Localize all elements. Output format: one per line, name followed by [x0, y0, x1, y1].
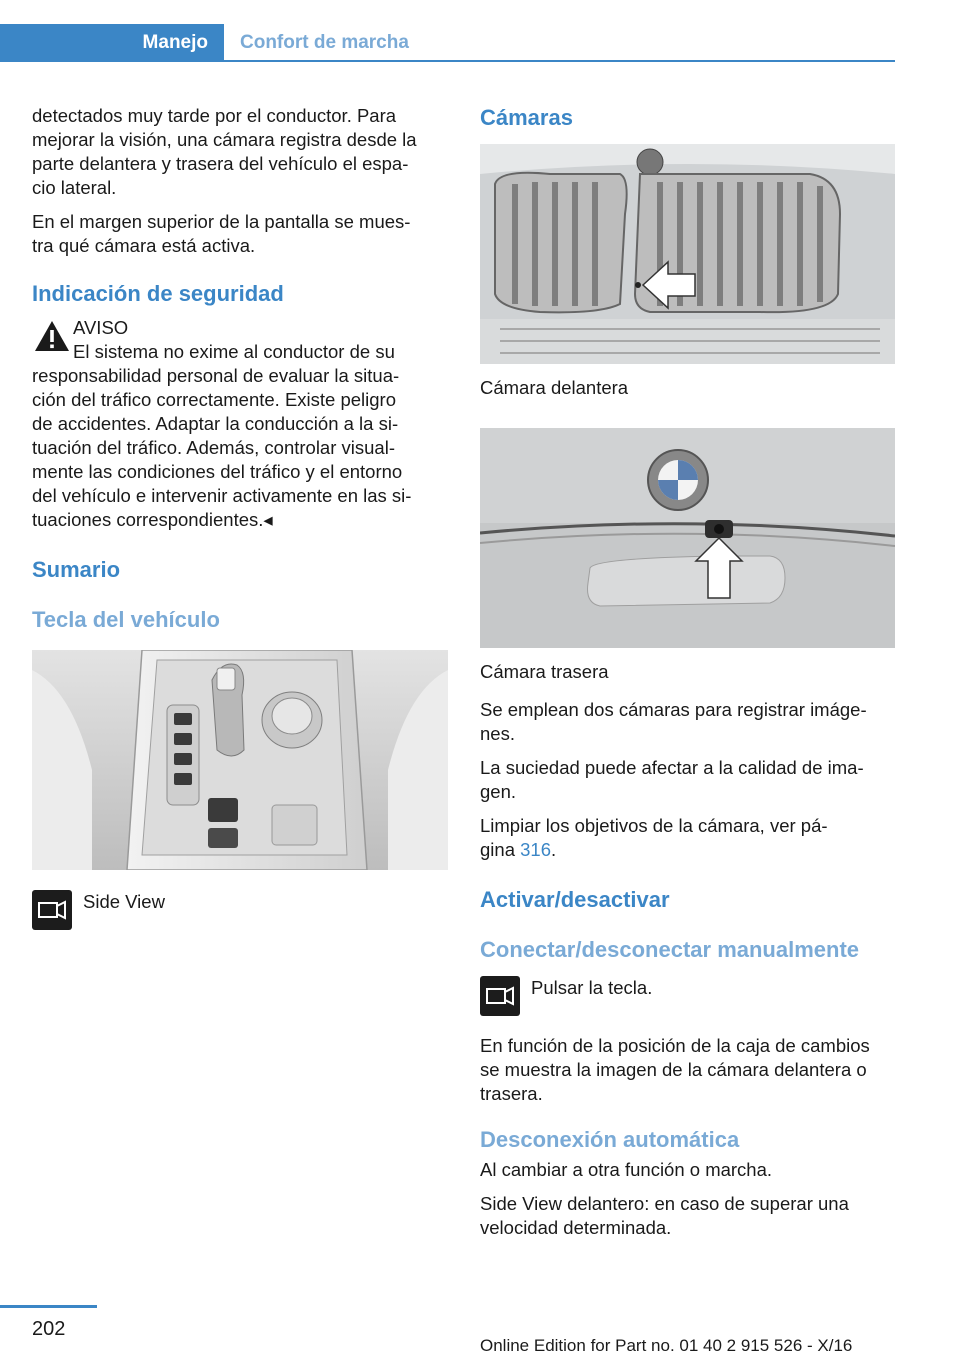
paragraph-two-cameras: Se emplean dos cámaras para registrar imáge- nes.: [480, 699, 867, 744]
vehicle-key-heading: Tecla del vehículo: [32, 607, 220, 632]
side-view-label: Side View: [83, 891, 165, 912]
front-grille-illustration: [480, 144, 895, 364]
warning-triangle-icon: [32, 318, 72, 354]
edition-footer: Online Edition for Part no. 01 40 2 915 526 - X/16: [480, 1336, 853, 1355]
paragraph-auto-off-2: Side View delantero: en caso de superar una velocidad determinada.: [480, 1193, 849, 1238]
paragraph-auto-off-1: Al cambiar a otra función o marcha.: [480, 1159, 773, 1180]
front-camera-image: [480, 144, 895, 364]
press-key-row: [480, 976, 895, 1020]
left-column: [32, 104, 448, 934]
center-console-image: [32, 650, 448, 870]
warning-title: AVISO: [73, 317, 129, 338]
warning-first-line: El sistema no exime al conductor de su: [73, 341, 395, 362]
page-number: 202: [32, 1318, 66, 1340]
intro-paragraph-1: detectados muy tarde por el conductor. Para mejorar la visión, una cámara registra desde la parte delantera y trasera del vehículo el espa- cio lateral.: [32, 105, 417, 198]
summary-heading: Sumario: [32, 557, 121, 582]
paragraph-gear-position: En función de la posición de la caja de cambios se muestra la imagen de la cámara delantera o trasera.: [480, 1035, 870, 1104]
page-316-link[interactable]: 316: [520, 839, 551, 860]
side-view-camera-icon[interactable]: [32, 890, 72, 930]
right-column: [480, 104, 895, 1250]
front-camera-caption: Cámara delantera: [480, 377, 629, 398]
side-view-camera-icon[interactable]: [480, 976, 520, 1016]
rear-camera-caption: Cámara trasera: [480, 661, 609, 682]
paragraph-clean-lenses: Limpiar los objetivos de la cámara, ver pá- gina 316.: [480, 815, 828, 860]
page-header: [0, 24, 895, 62]
safety-heading: Indicación de seguridad: [32, 281, 284, 306]
warning-text: responsabilidad personal de evaluar la situa- ción del tráfico correctamente. Existe peligro de accidentes. Adaptar la conducción a la si- tuación del tráfico. Además, controlar visual- mente las condiciones del tráfico y el entorno del vehículo e intervenir activamente en las si- tuaciones correspondientes.◂: [32, 365, 412, 530]
intro-paragraph-2: En el margen superior de la pantalla se mues- tra qué cámara está activa.: [32, 211, 411, 256]
activate-heading: Activar/desactivar: [480, 887, 670, 912]
center-console-illustration: [32, 650, 448, 870]
press-key-label: Pulsar la tecla.: [531, 977, 653, 998]
tab-confort-de-marcha[interactable]: Confort de marcha: [240, 32, 409, 53]
cameras-heading: Cámaras: [480, 105, 573, 130]
warning-block: [32, 316, 448, 532]
tab-manejo[interactable]: Manejo: [0, 24, 224, 62]
manual-heading: Conectar/desconectar manualmente: [480, 937, 860, 962]
rear-camera-illustration: [480, 428, 895, 648]
rear-camera-image: [480, 428, 895, 648]
footer-rule: [0, 1305, 97, 1308]
side-view-row: [32, 890, 448, 934]
paragraph-dirt: La suciedad puede afectar a la calidad de ima- gen.: [480, 757, 864, 802]
auto-off-heading: Desconexión automática: [480, 1127, 740, 1152]
